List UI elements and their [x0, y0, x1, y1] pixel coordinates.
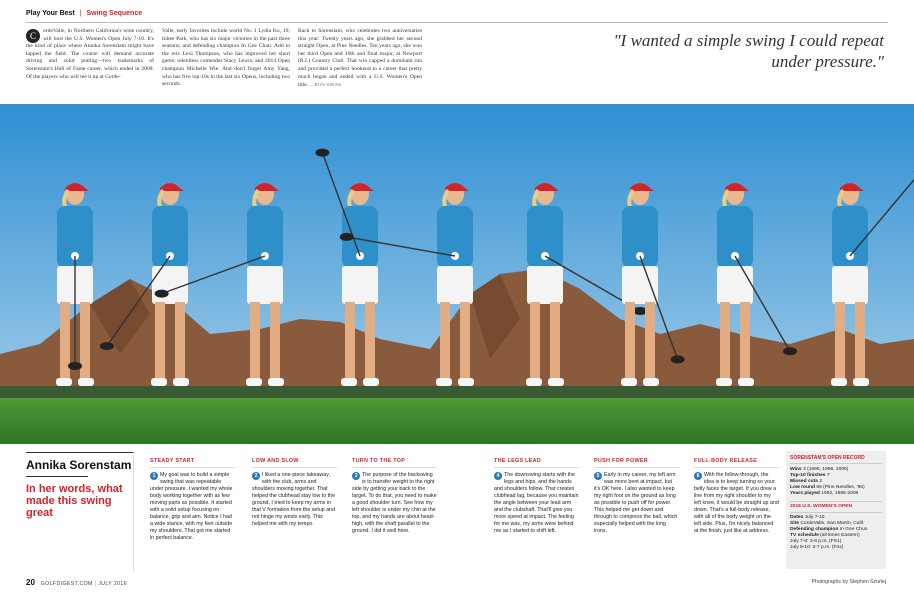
golfer-shoe: [78, 378, 94, 386]
golf-club-head: [671, 355, 685, 363]
step-number: 5: [594, 472, 602, 480]
step-text: With the follow-through, the idea is to keep turning so your belly faces the target. If you drew a line from my right shoulder to my left knee, it would be straight up and down. That's a full-body release, with all of the body weight on the left side. Plus, I'm nicely balanced at the finish, just like at address.: [694, 472, 779, 534]
golfer-leg: [645, 302, 655, 380]
header-rule: [26, 22, 888, 23]
step-2: [252, 458, 337, 528]
photo-credit: Photographs by Stephen Szurlej: [811, 579, 886, 585]
step-text: The downswing starts with the legs and hips, and the hands and shoulders follow. That creates clubhead lag, because you maintain the angle between your lead arm and the clubshaft. That'll give you more speed at impact. The feeling for me was, my arms were behind me as I started to shift left.: [494, 472, 579, 534]
golfer-shoe: [716, 378, 732, 386]
golf-club-head: [340, 233, 354, 241]
golfer-leg: [530, 302, 540, 380]
golfer-shorts: [247, 266, 283, 304]
tv-line: July 9-10: 3-7 p.m. (Fox): [790, 545, 844, 551]
golfer-shoe: [621, 378, 637, 386]
step-title: FULL-BODY RELEASE: [694, 458, 779, 468]
record-line: Wins 3 (1995, 1996, 2006): [790, 467, 849, 473]
golf-club-head: [155, 290, 169, 298]
golfer-leg: [835, 302, 845, 380]
title-rule: [26, 476, 88, 477]
golfer-shoe: [151, 378, 167, 386]
step-1: [150, 458, 235, 542]
event-line: TV schedule (all times Eastern): [790, 532, 860, 538]
golfer-shorts: [152, 266, 188, 304]
golfer-shorts: [622, 266, 658, 304]
grass: [0, 398, 914, 444]
golf-club-head: [315, 149, 329, 157]
golf-club-head: [68, 362, 82, 370]
golfer-leg: [155, 302, 165, 380]
event-line: Dates July 7-10: [790, 514, 825, 520]
magazine-url: GOLFDIGEST.COM: [40, 581, 93, 587]
section-label: Play Your Best: [26, 10, 75, 17]
golfer-shoe: [56, 378, 72, 386]
record-line: Missed cuts 2: [790, 479, 823, 485]
intro-text-1: ordeValle, in Northern California's wine country, will host the U.S. Women's Open July 7-10. It's the kind of place where Annika Sorenstam might have lapped the field. The course will demand accurate driving and solid putting—two trademarks of Sorenstam's Hall of Fame career, which ended in 2008. Of the players who will tee it up at Corde-: [26, 28, 154, 80]
title-tagline: In her words, what made this swing great: [26, 483, 123, 519]
golfer-leg: [440, 302, 450, 380]
player-name: Annika Sorenstam: [26, 458, 132, 472]
golfer-shoe: [173, 378, 189, 386]
golfer-shoe: [363, 378, 379, 386]
golf-club-head: [783, 347, 797, 355]
byline: —RON SIRAK: [309, 82, 342, 88]
golfer-shoe: [246, 378, 262, 386]
golfer-shorts: [717, 266, 753, 304]
golfer-shoe: [853, 378, 869, 386]
record-title: SORENSTAM'S OPEN RECORD: [790, 455, 882, 464]
step-6: [694, 458, 779, 535]
drop-cap: C: [26, 29, 40, 43]
step-5: [594, 458, 679, 535]
swing-sequence-photo: [0, 104, 914, 444]
open-record-box: [786, 451, 886, 569]
golfer-leg: [270, 302, 280, 380]
step-title: TURN TO THE TOP: [352, 458, 437, 468]
page-header: [26, 10, 886, 26]
golfer-shorts: [527, 266, 563, 304]
issue-date: JULY 2016: [98, 581, 127, 587]
intro-column-1: [26, 28, 154, 81]
step-title: STEADY START: [150, 458, 235, 468]
record-line: Years played 1992, 1995-2008: [790, 491, 859, 497]
step-text: Early in my career, my left arm was more bent at impact, but it's OK here. I also wanted to keep my right foot on the ground as long as possible to push off for power. This helped me get down and through to compress the ball, which especially helped with the long irons.: [594, 472, 678, 534]
golfer-shoe: [268, 378, 284, 386]
step-number: 4: [494, 472, 502, 480]
golfer-leg: [60, 302, 70, 380]
golfer-leg: [250, 302, 260, 380]
golfer-leg: [550, 302, 560, 380]
title-box: [26, 452, 134, 572]
page-number: 20: [26, 578, 35, 587]
subsection-label: Swing Sequence: [86, 10, 143, 17]
step-title: LOW AND SLOW: [252, 458, 337, 468]
golfer-shorts: [437, 266, 473, 304]
golf-club-head: [100, 342, 114, 350]
step-text: I liked a one-piece takeaway, with the club, arms and shoulders moving together. That helped the clubhead stay low to the ground. I tried to keep my arms in that V formation from the setup and not hinge my wrists early. This helped me with my tempo.: [252, 472, 336, 527]
golfer-shoe: [458, 378, 474, 386]
tv-line: July 7-8: 3-8 p.m. (FS1): [790, 539, 842, 545]
golfer-shoe: [341, 378, 357, 386]
golfer-shoe: [526, 378, 542, 386]
step-number: 2: [252, 472, 260, 480]
golfer-leg: [345, 302, 355, 380]
golfer-shoe: [831, 378, 847, 386]
step-title: PUSH FOR POWER: [594, 458, 679, 468]
intro-text-3: Back to Sorenstam, who celebrates two anniversaries this year: Twenty years ago, she grabbed her second straight Open, at Pine Needles. Ten years ago, she won her third Open and 10th and final major, at Newport (R.I.) Country Club. That win capped a dominant run and provided a perfect bookend to a career that pretty much began and ended with a U.S. Women's Open title.: [298, 28, 422, 89]
golfer-leg: [175, 302, 185, 380]
pull-quote: "I wanted a simple swing I could repeat under pressure.": [613, 31, 884, 71]
step-number: 6: [694, 472, 702, 480]
step-3: [352, 458, 437, 535]
step-title: THE LEGS LEAD: [494, 458, 579, 468]
step-number: 3: [352, 472, 360, 480]
event-line: Defending champion In Gee Chun: [790, 526, 868, 532]
page-footer: 20 GOLFDIGEST.COM | JULY 2016: [26, 578, 127, 587]
event-subtitle: 2016 U.S. WOMEN'S OPEN: [790, 501, 882, 513]
intro-text-2: Valle, early favorites include world No. 1 Lydia Ko, 19; Inbee Park, who has six major victories in the past three seasons; and defending champion In Gee Chun. Add to the mix Lexi Thompson, who has improved her short game; relentless contender Stacy Lewis; and 2014 Open champion Michelle Wie. And don't forget Amy Yang, who has five top-10s in the last six Opens, including two seconds.: [162, 28, 290, 88]
intro-column-2: [162, 28, 290, 89]
golfer-leg: [855, 302, 865, 380]
divider: |: [79, 10, 82, 17]
treeline: [0, 386, 914, 400]
step-4: [494, 458, 579, 535]
intro-column-3: [298, 28, 422, 90]
golfer-shorts: [342, 266, 378, 304]
step-text: My goal was to build a simple swing that was repeatable under pressure. I wanted my whole body working together with as few moving parts as possible. It started with a solid setup focusing on balance, grip and aim. Notice I had a wide stance, with my feet outside my shoulders. That got me started in perfect balance.: [150, 472, 233, 541]
golfer-leg: [460, 302, 470, 380]
step-number: 1: [150, 472, 158, 480]
golfer-shoe: [643, 378, 659, 386]
golfer-leg: [365, 302, 375, 380]
golfer-shoe: [436, 378, 452, 386]
golfer-shorts: [832, 266, 868, 304]
golfer-shoe: [738, 378, 754, 386]
golfer-shoe: [548, 378, 564, 386]
golfer-leg: [80, 302, 90, 380]
golfer-leg: [740, 302, 750, 380]
step-text: The purpose of the backswing is to transfer weight to the right side by getting your back to the target. To do that, you need to make a good shoulder turn. See how my left shoulder is under my chin at the top, and my hands are about head-high, with the shaft parallel to the ground. I did it well here.: [352, 472, 437, 534]
record-line: Top-10 finishes 7: [790, 473, 830, 479]
event-line: Site CordeValle, San Martin, Calif.: [790, 520, 865, 526]
golfer-leg: [625, 302, 635, 380]
golfer-leg: [720, 302, 730, 380]
record-line: Low round 66 (Pine Needles, '96): [790, 485, 865, 491]
